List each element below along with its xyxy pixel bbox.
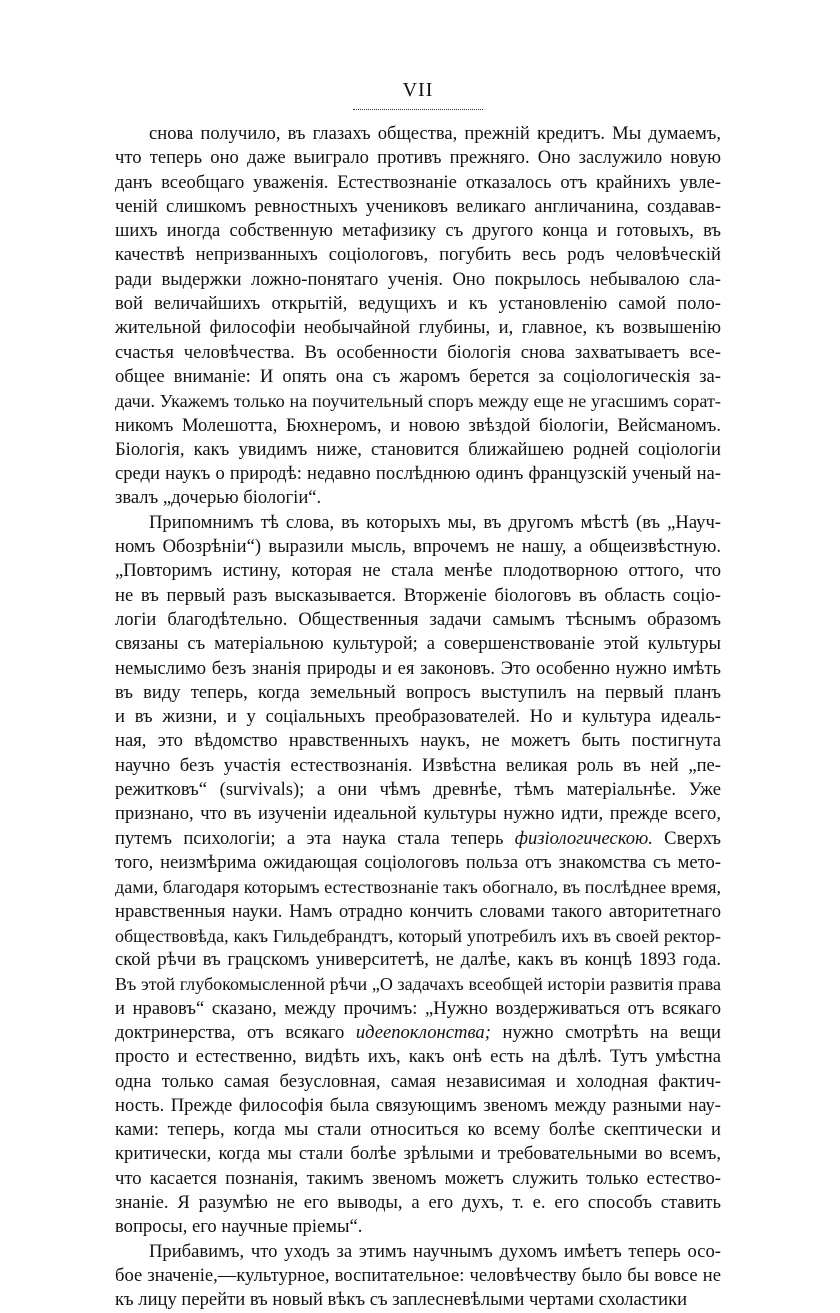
text-line: въ виду теперь, когда земельный вопросъ выступилъ на первый планъ: [115, 681, 721, 703]
text-line: признано, что въ изученіи идеальной культуры нужно идти, прежде всего,: [115, 803, 721, 825]
text-line: общее вниманіе: И опять она съ жаромъ берется за соціологическія за-: [115, 365, 721, 387]
text-segment: доктринерства, отъ всякаго: [115, 1021, 356, 1043]
text-line: что касается познанія, такимъ звеномъ можетъ служить только естество-: [115, 1167, 721, 1189]
text-line: научно безъ участія естествознанія. Извѣстна великая роль въ ней „пе-: [115, 754, 721, 776]
text-segment: Сверхъ: [652, 827, 721, 849]
text-line: критически, когда мы стали болѣе зрѣлыми и требовательными во всемъ,: [115, 1143, 721, 1165]
paragraph: [115, 1240, 721, 1313]
text-line: нравственныя науки. Намъ отрадно кончить словами такого авторитетнаго: [115, 900, 721, 922]
body-text: [115, 122, 721, 1313]
header-dotted-rule: [353, 109, 483, 110]
paragraph: [115, 122, 721, 511]
italic-term: идеепоклонства;: [355, 1021, 491, 1043]
text-line: режитковъ“ (survivals); а они чѣмъ древнѣе, тѣмъ матеріальнѣе. Уже: [115, 779, 721, 801]
text-line: дами, благодаря которымъ естествознаніе такъ обогнало, въ послѣднее время,: [115, 877, 721, 898]
text-line: ченій слишкомъ ревностныхъ учениковъ великаго англичанина, создавав-: [115, 195, 721, 217]
text-line: шихъ иногда собственную метафизику съ другого конца и готовыхъ, въ: [115, 220, 721, 242]
text-line: жительной философіи необычайной глубины, и, главное, къ возвышенію: [115, 317, 721, 339]
text-line: никомъ Молешотта, Бюхнеромъ, и новою звѣздой біологіи, Вейсманомъ.: [115, 414, 721, 436]
text-line: и въ жизни, и у соціальныхъ преобразователей. Но и культура идеаль-: [115, 706, 721, 728]
text-line: связаны съ матеріальною культурой; а совершенствованіе этой культуры: [115, 633, 721, 655]
text-line: [115, 1021, 721, 1045]
text-line: Прибавимъ, что уходъ за этимъ научнымъ духомъ имѣетъ теперь осо-: [149, 1240, 721, 1262]
text-line: среди наукъ о природѣ: недавно послѣднюю одинъ французскій ученый на-: [115, 463, 721, 485]
text-segment: путемъ психологіи; а эта наука стала теперь: [115, 827, 515, 849]
text-line: Біологія, какъ увидимъ ниже, становится ближайшею родней соціологіи: [115, 438, 721, 460]
text-line: логіи благодѣтельно. Общественныя задачи самымъ тѣснымъ образомъ: [115, 608, 721, 630]
text-line: обществовѣда, какъ Гильдебрандтъ, который употребилъ ихъ въ своей ректор-: [115, 925, 721, 946]
page-number: VII: [402, 79, 434, 101]
text-line: снова получило, въ глазахъ общества, прежній кредитъ. Мы думаемъ,: [149, 123, 721, 144]
text-line: немыслимо безъ знанія природы и ея законовъ. Это особенно нужно имѣть: [115, 657, 721, 679]
text-line: данъ всеобщаго уваженія. Естествознаніе отказалось отъ крайнихъ увле-: [115, 171, 721, 193]
text-line: ная, это вѣдомство нравственныхъ наукъ, не можетъ быть постигнута: [115, 730, 721, 752]
text-line: качествѣ непризванныхъ соціологовъ, погубить весь родъ человѣческій: [115, 244, 721, 266]
text-line: бое значеніе,—культурное, воспитательное: человѣчеству было бы вовсе не: [115, 1264, 721, 1286]
text-line: знаніе. Я разумѣю не его выводы, а его духъ, т. е. его способъ ставить: [115, 1192, 721, 1214]
document-page: [115, 78, 721, 1313]
text-line: ность. Прежде философія была связующимъ звеномъ между разными нау-: [115, 1094, 721, 1116]
text-line: дачи. Укажемъ только на поучительный споръ между еще не угасшимъ сорат-: [115, 391, 721, 412]
text-line: вопросы, его научные пріемы“.: [115, 1216, 363, 1238]
text-line: Припомнимъ тѣ слова, въ которыхъ мы, въ другомъ мѣстѣ (въ „Науч-: [149, 511, 721, 533]
text-line: не въ первый разъ высказывается. Вторженіе біологовъ въ область соціо-: [115, 584, 721, 606]
text-line: ради выдержки ложно-понятаго ученія. Оно покрылось небывалою сла-: [115, 268, 721, 290]
text-line: просто и естественно, видѣть ихъ, какъ онѣ есть на дѣлѣ. Тутъ умѣстна: [115, 1046, 721, 1068]
text-line: и нравовъ“ сказано, между прочимъ: „Нужно воздерживаться отъ всякаго: [115, 997, 721, 1019]
text-line: къ лицу перейти въ новый вѣкъ съ заплесневѣлыми чертами схоластики: [115, 1289, 688, 1311]
text-line: что теперь оно даже выиграло противъ прежняго. Оно заслужило новую: [115, 147, 721, 169]
text-line: вой величайшихъ открытій, ведущихъ и къ установленію самой поло-: [115, 293, 721, 315]
text-segment: нужно смотрѣть на вещи: [490, 1021, 721, 1043]
text-line: ками: теперь, когда мы стали относиться ко всему болѣе скептически и: [115, 1119, 721, 1141]
text-line: того, неизмѣрима ожидающая соціологовъ польза отъ знакомства съ мето-: [115, 851, 721, 873]
paragraph: [115, 511, 721, 1240]
text-line: счастья человѣчества. Въ особенности біологія снова захватываетъ все-: [115, 341, 721, 363]
text-line: Въ этой глубокомысленной рѣчи „О задачахъ всеобщей исторіи развитія права: [115, 974, 721, 995]
text-line: одна только самая безусловная, самая независимая и холодная фактич-: [115, 1070, 721, 1092]
text-line: „Повторимъ истину, которая не стала менѣе плодотворною оттого, что: [115, 560, 721, 582]
text-line: ской рѣчи въ грацскомъ университетѣ, не далѣе, какъ въ концѣ 1893 года.: [115, 949, 721, 971]
text-line: [115, 827, 721, 851]
text-line: номъ Обозрѣніи“) выразили мысль, впрочемъ не нашу, а общеизвѣстную.: [115, 536, 721, 558]
page-header: [115, 78, 721, 120]
text-line: звалъ „дочерью біологіи“.: [115, 487, 322, 509]
italic-term: физіологическою.: [514, 827, 653, 849]
